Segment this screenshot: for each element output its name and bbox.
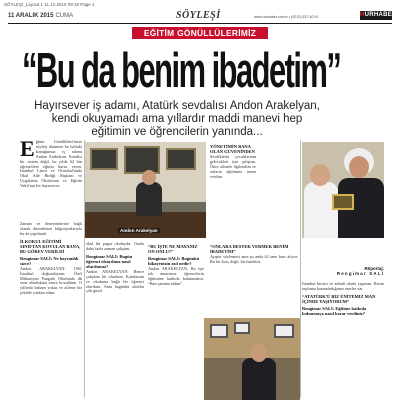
section-title: SÖYLEŞİ xyxy=(176,10,221,21)
subheadline: Hayırsever iş adamı, Atatürk sevdalısı Andon Arakelyan, kendi okuyamadı ama yıllardır maddi manevi hep eğitimin ve öğrencilerin yanında... xyxy=(34,100,320,138)
column-4 xyxy=(210,142,256,180)
col3-subhead: “BU İŞTE NE MAYANIZ ON ONLU?” xyxy=(148,244,198,254)
col5-text: Ayıptır söylemesi ama şu anda 62 tane burs alıyor. Bu bir borç değil, bir ibadettir. xyxy=(210,254,298,264)
col3-question: Rengimar SALİ: Bugünkü hikayenizin asıl nedir? xyxy=(148,256,200,266)
date-text: 11 ARALIK 2015 xyxy=(8,13,54,19)
lead-paragraph xyxy=(20,136,82,189)
col2-question: Rengimar SALİ: Bugün öğrenci olsaydınız nasıl olurdunuz? xyxy=(86,253,133,269)
column-6 xyxy=(302,282,384,317)
column-2 xyxy=(86,242,144,294)
newspaper-logo: HURHABER xyxy=(360,12,397,18)
drop-cap: E xyxy=(20,136,35,161)
page-header xyxy=(8,10,397,24)
series-banner: EĞİTİM GÖNÜLLÜLERİMİZ xyxy=(132,27,268,39)
day-text: CUMA xyxy=(55,13,74,19)
column-5 xyxy=(210,242,298,265)
col6-subhead: “ATATÜRK'Ü BİZ ÜNİTEMIZ MAN İÇİNDE YAŞIYORUM” xyxy=(302,293,376,304)
lead-text: ğitim Gönüllüleri'mize söyleşi dizimize bu haftaki konuğumuz iş adamı Andon Arakelyan. Kendisi bir sistem değil, bu yılda 62 bin öğrencilere eğitim bursu veren, İstanbul Lisesi ve Ortaokul'unda Okul Aile Birliği Başkanı ve Uygulama Okulu'nun ve Eğitim Vakfı'nın bir hayırsever. xyxy=(20,139,82,189)
col1-question: Rengimar SALİ: Ne hayranlık sizce? xyxy=(20,255,79,266)
col5-subhead: “ONLARA DESTEK VERMEK BENİM İBADETİM” xyxy=(210,244,289,254)
col4-subhead: YÖNETİMİN BANA OLAN GÜVENİNDEN xyxy=(210,144,255,154)
col6-text: İstanbul birinci ve adımlı okulu yaparım. Bizim topluma kazandırdığımız eserler var. xyxy=(302,281,384,291)
award-photo xyxy=(302,142,384,238)
column-divider xyxy=(300,140,301,398)
col2-text: okul bir pagar okuluydu. Orada daha fazla zaman çalıştım. xyxy=(86,241,144,251)
column-divider xyxy=(84,140,85,398)
col1-text: Zaman ve deneyimlerine bağlı olarak düzenlenen bilgisayarlarıyla bu da yapılmalı. xyxy=(20,221,82,236)
column-1 xyxy=(20,222,82,296)
byline-role: Röportaj: xyxy=(364,266,384,271)
headline: “Bu da benim ibadetim” xyxy=(22,44,341,98)
contact-info: www.hurhaber.com.tr • (0212) 537 40 91 xyxy=(254,15,319,19)
col3-answer: Andon ARAKELYAN: Bu işte tek amacımız öğrencilerin eğitimine katkıda bulunmaktır. “Ben çantam aldım”. xyxy=(148,266,204,286)
issue-date xyxy=(8,13,73,19)
col6-question: Rengimar SALİ: Eğitime katkıda bulunmaya nasıl karar verdiniz? xyxy=(302,305,367,316)
col1-answer: Andon ARAKELYAN: 1961 İstanbul doğumluyum. Özel Mihtariyan Pangaltı Okulunda ilk sene okuduktan sonra kovuldum. O yıllarda babam yoktu ve aileme bir şekilde yardım ettim. xyxy=(20,265,82,296)
col2-answer: Andon ARAKELYAN: Bence çalışkan bir olurdum. Kafalarımı ve okuluma bağlı bir öğrenci olurdum. Ama bugünkü okullar çok güzel. xyxy=(86,268,144,294)
header-rule xyxy=(8,23,392,24)
col4-text: Sevdiklerin çocuklarının gelecekleri için çalıştım. Önce ailemle ilgilendim ve onların eğitimine önem verdim. xyxy=(210,154,256,179)
main-photo-caption: Andon Arakelyan xyxy=(120,228,158,233)
office-photo xyxy=(204,318,300,400)
byline xyxy=(302,266,384,276)
main-photo xyxy=(84,142,206,238)
byline-name: Rengimar SALİ xyxy=(336,271,384,276)
column-3 xyxy=(148,242,204,287)
col1-subhead: İLKOKUL EĞİTİMİ SINIFTAN KOVULAN BANA, BU GÖREV VERİLDİ xyxy=(20,238,81,254)
file-info-bar: SÖYLEŞİ_Layout 1 11.12.2015 09:19 Page 1 xyxy=(4,2,95,7)
